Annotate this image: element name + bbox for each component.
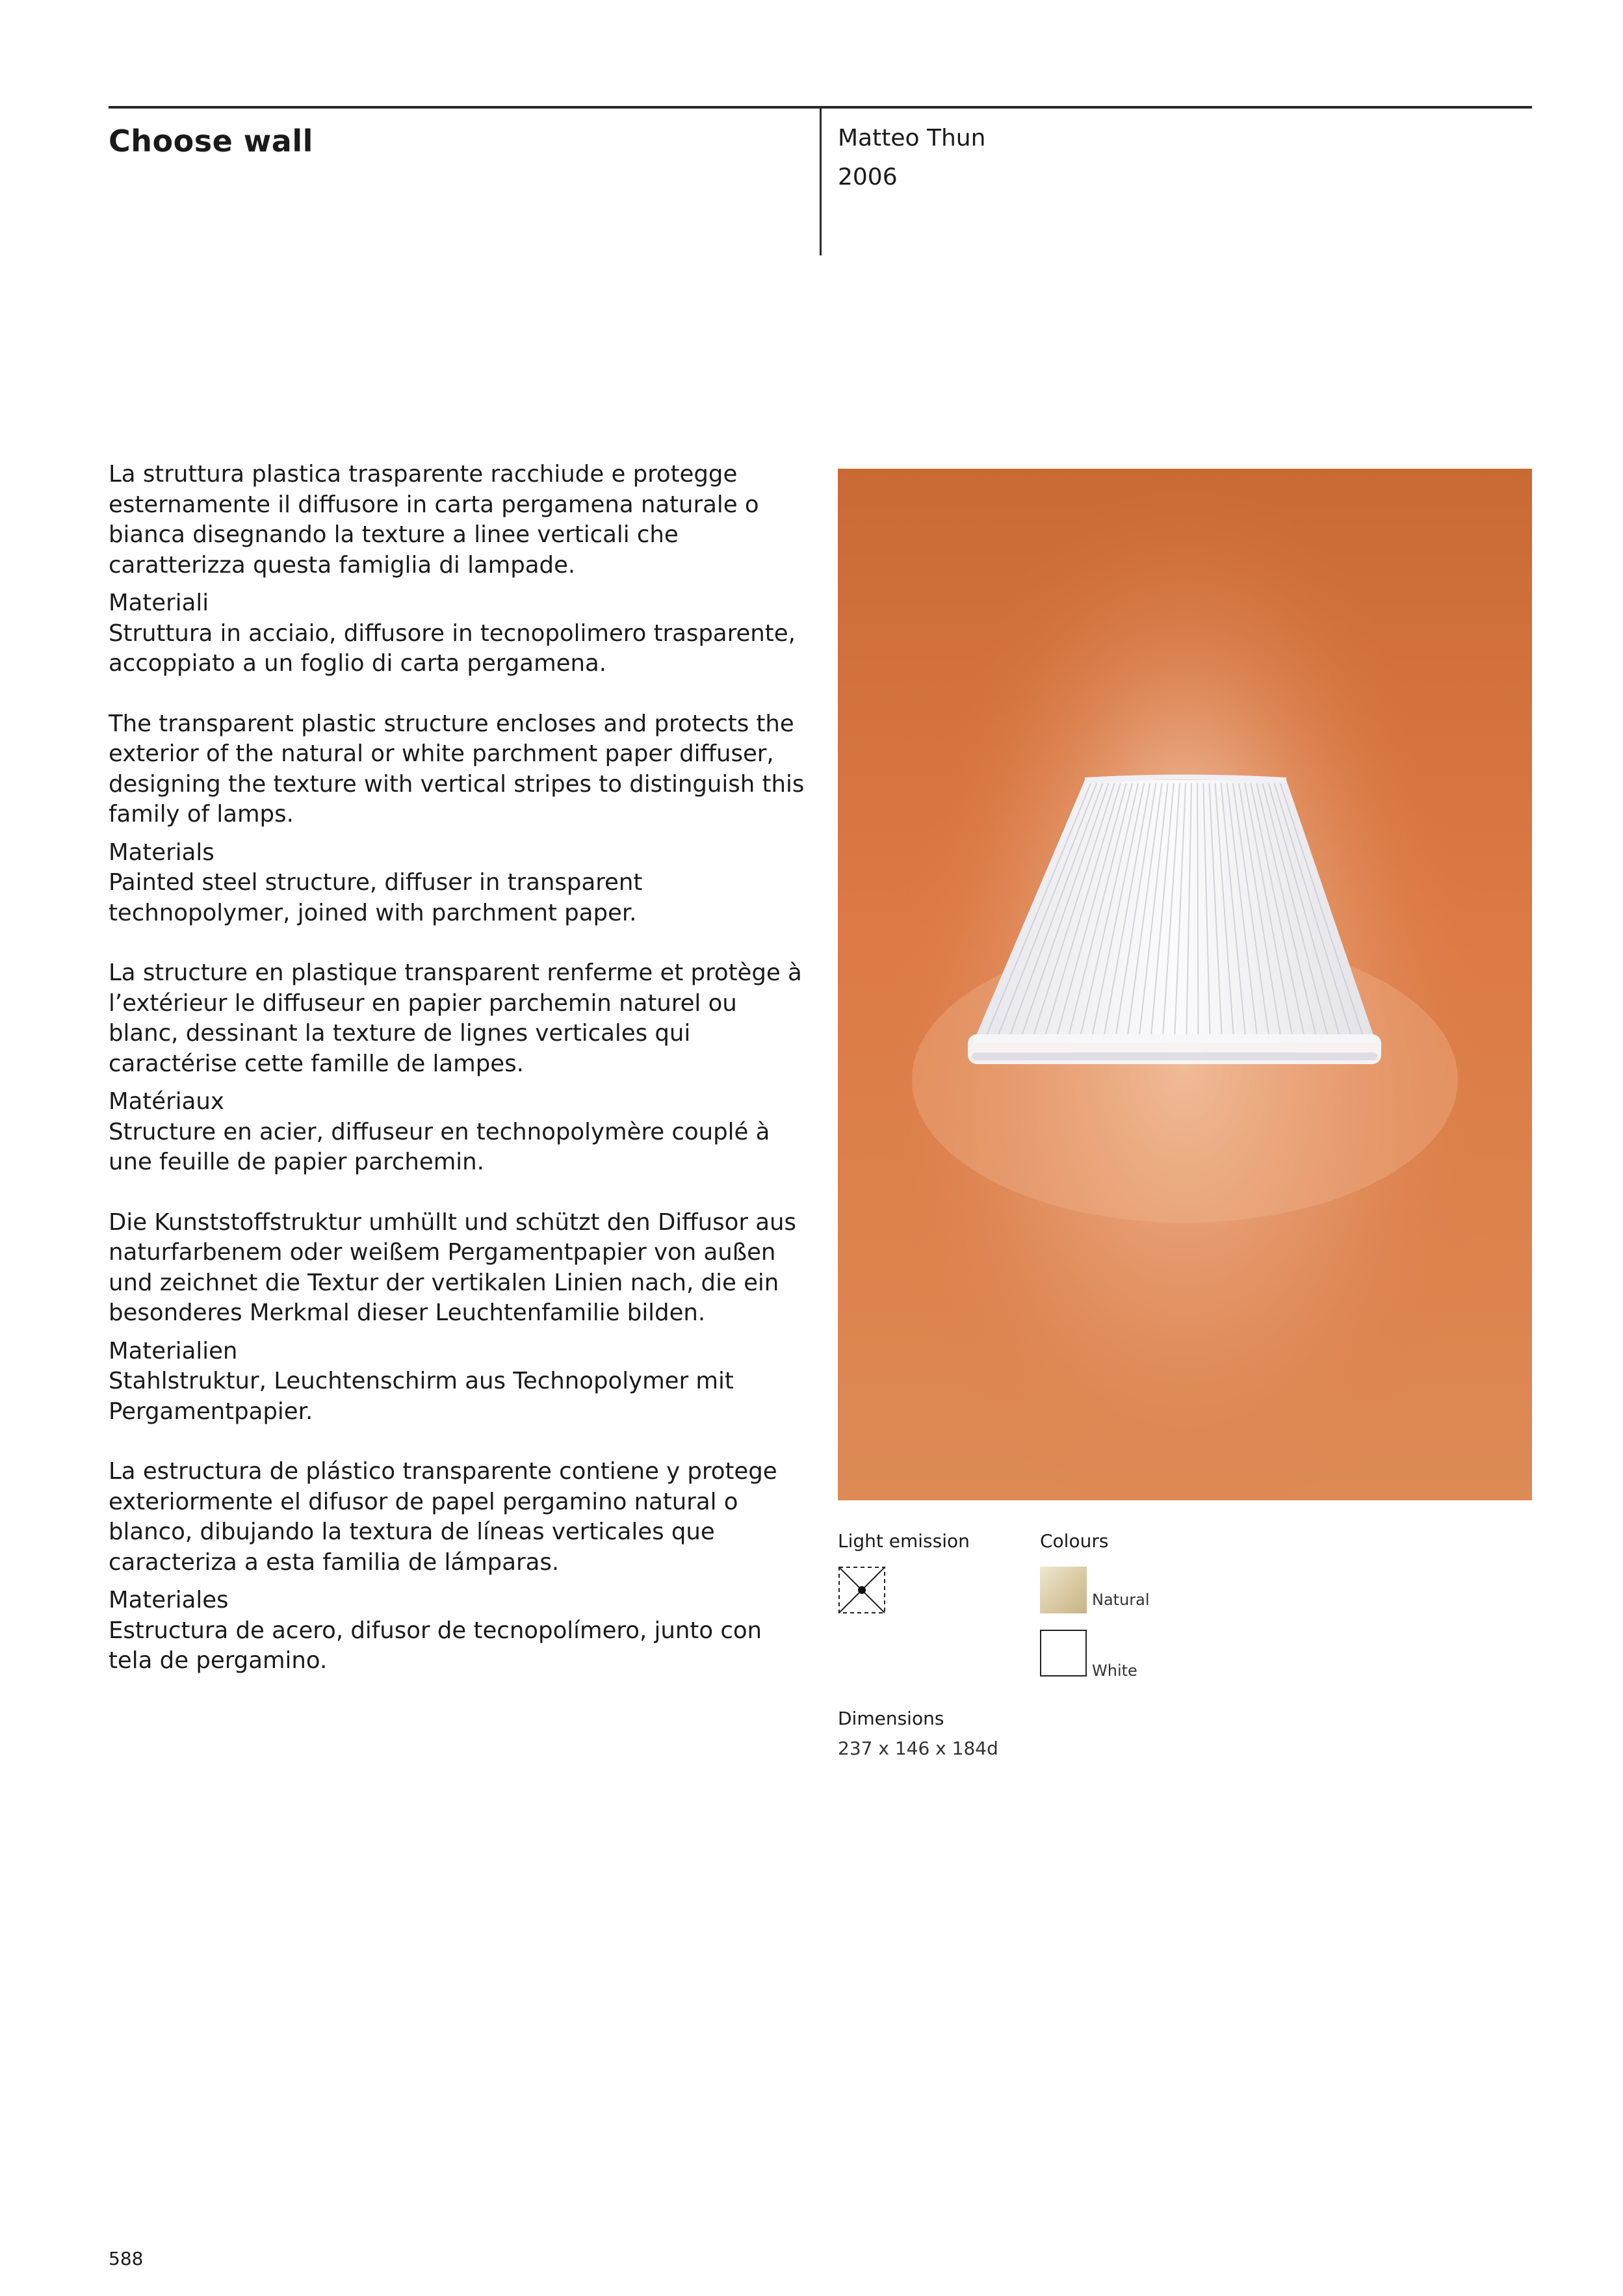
multilingual-description <box>109 460 811 1706</box>
designer-name: Matteo Thun <box>838 125 986 151</box>
materials-text: Estructura de acero, difusor de tecnopolímero, junto con tela de pergamino. <box>109 1617 762 1674</box>
dimensions-label: Dimensions <box>838 1708 944 1729</box>
description-text: The transparent plastic structure encloses and protects the exterior of the natural or white parchment paper diffuser, designing the texture with vertical stripes to distinguish this family of lamps. <box>109 710 805 828</box>
description-text: Die Kunststoffstruktur umhüllt und schützt den Diffusor aus naturfarbenem oder weißem Pergamentpapier von außen und zeichnet die Textur der vertikalen Linien nach, die ein besonderes Merkmal dieser Leuchtenfamilie bilden. <box>109 1208 796 1326</box>
materials-heading: Materials <box>109 839 214 866</box>
description-french <box>109 958 811 1178</box>
materials-text: Painted steel structure, diffuser in transparent technopolymer, joined with parchment paper. <box>109 869 643 926</box>
description-italian <box>109 460 811 679</box>
description-text: La struttura plastica trasparente racchiude e protegge esternamente il diffusore in carta pergamena naturale o bianca disegnando la texture a linee verticali che caratterizza questa famiglia di lampade. <box>109 461 759 579</box>
colour-name-natural: Natural <box>1092 1591 1150 1609</box>
shade-pleat-line <box>1197 783 1198 1039</box>
light-emission-icon <box>838 1566 886 1614</box>
materials-heading: Materiali <box>109 590 209 616</box>
materials-heading: Matériaux <box>109 1088 224 1115</box>
materials-heading: Materiales <box>109 1587 229 1613</box>
materials-heading: Materialien <box>109 1337 238 1364</box>
materials-text: Stahlstruktur, Leuchtenschirm aus Technopolymer mit Pergamentpapier. <box>109 1368 734 1425</box>
header-column-divider <box>820 106 822 255</box>
description-text: La estructura de plástico transparente contiene y protege exteriormente el difusor de papel pergamino natural o blanco, dibujando la textura de líneas verticales que caracteriza a esta familia de lámparas. <box>109 1458 777 1576</box>
page-number: 588 <box>109 2248 144 2269</box>
light-emission-label: Light emission <box>838 1530 970 1552</box>
colours-label: Colours <box>1040 1530 1109 1552</box>
description-text: La structure en plastique transparent renferme et protège à l’extérieur le diffuseur en papier parchemin naturel ou blanc, dessinant la texture de lignes verticales qui caractérise cette famille de lampes. <box>109 959 802 1077</box>
colour-swatch-natural <box>1040 1567 1087 1613</box>
product-title: Choose wall <box>109 124 313 159</box>
colour-name-white: White <box>1092 1662 1137 1680</box>
description-english <box>109 709 811 929</box>
design-year: 2006 <box>838 164 898 190</box>
dimensions-value: 237 x 146 x 184d <box>838 1738 998 1759</box>
colour-swatch-white <box>1040 1630 1087 1676</box>
materials-text: Structure en acier, diffuseur en technopolymère couplé à une feuille de papier parchemin. <box>109 1118 770 1175</box>
description-german <box>109 1208 811 1428</box>
materials-text: Struttura in acciaio, diffusore in tecnopolimero trasparente, accoppiato a un foglio di carta pergamena. <box>109 620 796 677</box>
description-spanish <box>109 1457 811 1676</box>
product-photo <box>838 469 1532 1500</box>
